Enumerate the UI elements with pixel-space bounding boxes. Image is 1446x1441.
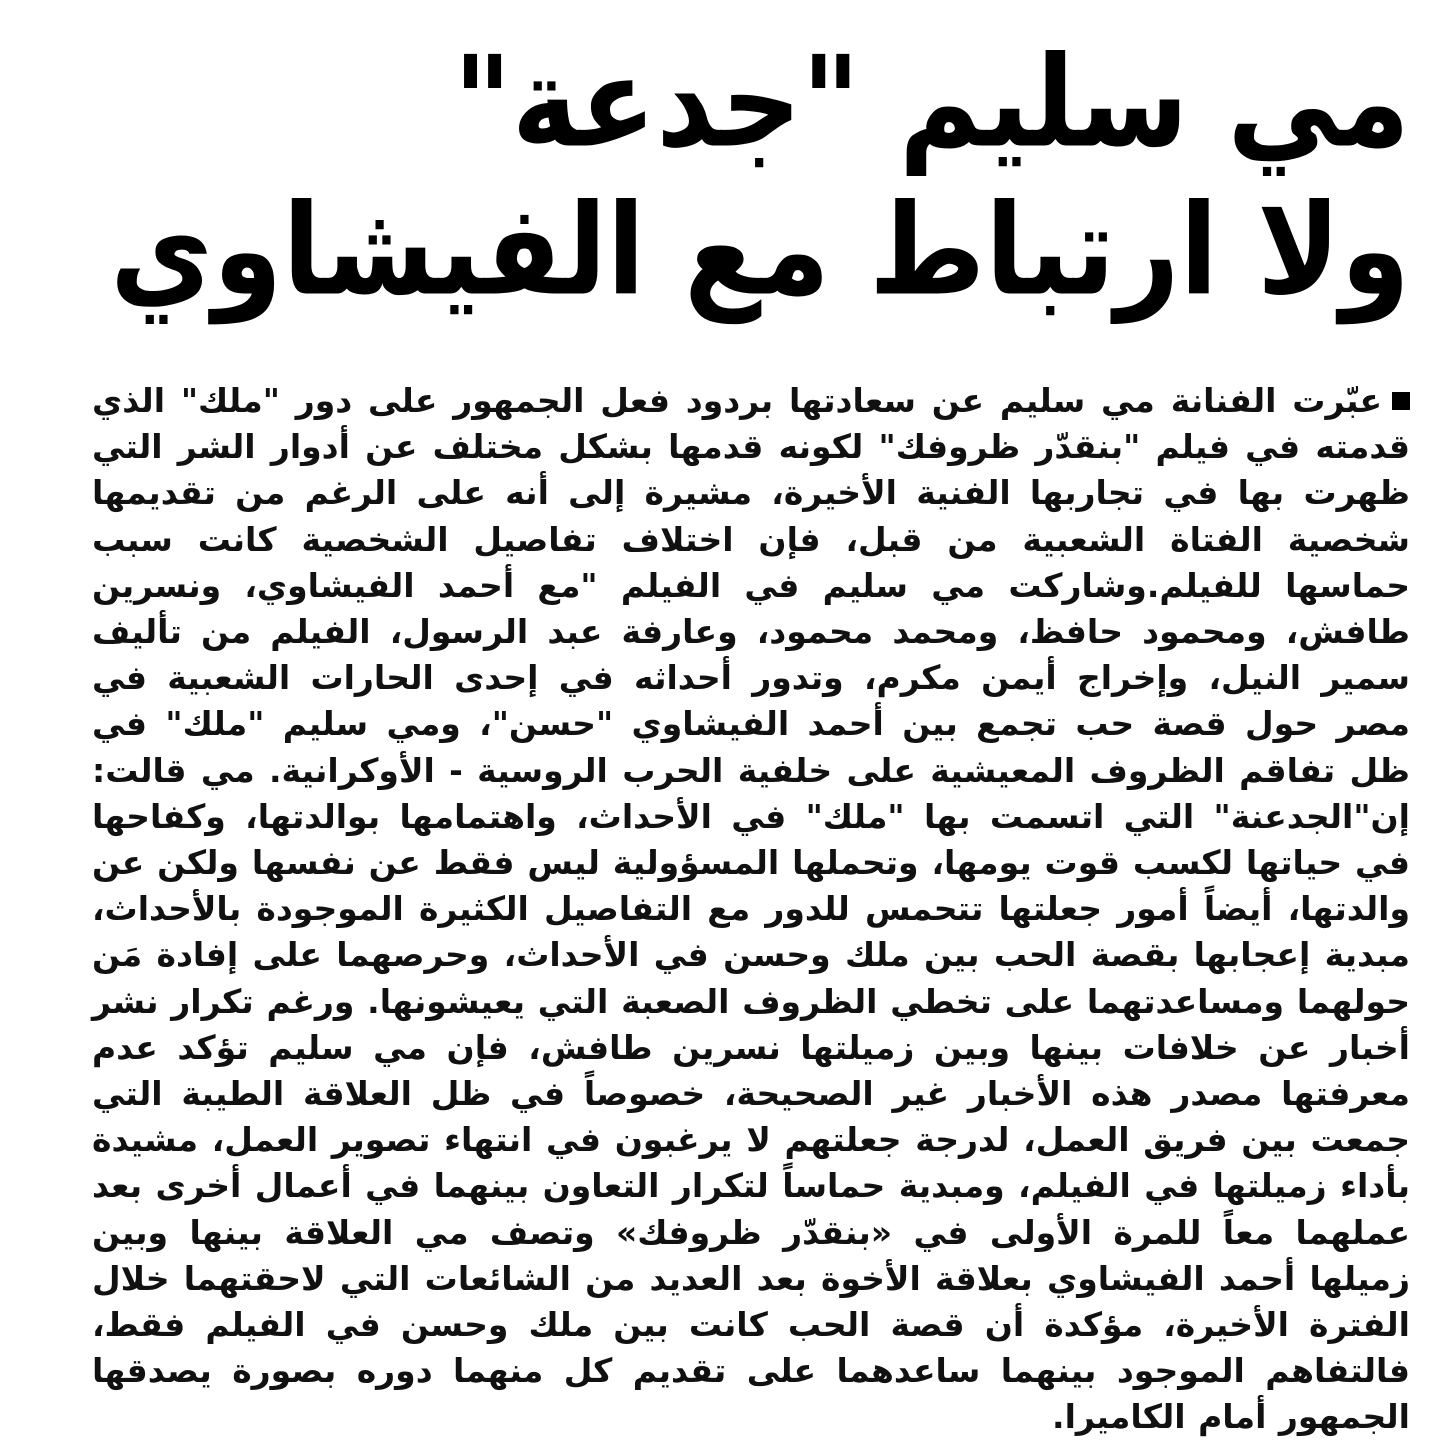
article-headline <box>92 20 1410 324</box>
headline-line-1: مي سليم "جدعة" <box>453 30 1410 176</box>
article-body-text: عبّرت الفنانة مي سليم عن سعادتها بردود فعل الجمهور على دور "ملك" الذي قدمته في فيلم "بنقدّر ظروفك" لكونه قدمها بشكل مختلف عن أدوار الشر التي ظهرت بها في تجاربها الفنية الأخيرة، مشيرة إلى أنه على الرغم من تقديمها شخصية الفتاة الشعبية من قبل، فإن اختلاف تفاصيل الشخصية كانت سبب حماسها للفيلم.وشاركت مي سليم في الفيلم "مع أحمد الفيشاوي، ونسرين طافش، ومحمود حافظ، ومحمد محمود، وعارفة عبد الرسول، الفيلم من تأليف سمير النيل، وإخراج أيمن مكرم، وتدور أحداثه في إحدى الحارات الشعبية في مصر حول قصة حب تجمع بين أحمد الفيشاوي "حسن"، ومي سليم "ملك" في ظل تفاقم الظروف المعيشية على خلفية الحرب الروسية - الأوكرانية. مي قالت: إن"الجدعنة" التي اتسمت بها "ملك" في الأحداث، واهتمامها بوالدتها، وكفاحها في حياتها لكسب قوت يومها، وتحملها المسؤولية ليس فقط عن نفسها ولكن عن والدتها، أيضاً أمور جعلتها تتحمس للدور مع التفاصيل الكثيرة الموجودة بالأحداث، مبدية إعجابها بقصة الحب بين ملك وحسن في الأحداث، وحرصهما على إفادة مَن حولهما ومساعدتهما على تخطي الظروف الصعبة التي يعيشونها. ورغم تكرار نشر أخبار عن خلافات بينها وبين زميلتها نسرين طافش، فإن مي سليم تؤكد عدم معرفتها مصدر هذه الأخبار غير الصحيحة، خصوصاً في ظل العلاقة الطيبة التي جمعت بين فريق العمل، لدرجة جعلتهم لا يرغبون في انتهاء تصوير العمل، مشيدة بأداء زميلتها في الفيلم، ومبدية حماساً لتكرار التعاون بينهما في أعمال أخرى بعد عملهما معاً للمرة الأولى في «بنقدّر ظروفك» وتصف مي العلاقة بينها وبين زميلها أحمد الفيشاوي بعلاقة الأخوة بعد العديد من الشائعات التي لاحقتهما خلال الفترة الأخيرة، مؤكدة أن قصة الحب كانت بين ملك وحسن في الفيلم فقط، فالتفاهم الموجود بينهما ساعدهما على تقديم كل منهما دوره بصورة يصدقها الجمهور أمام الكاميرا. <box>92 381 1410 1437</box>
lead-square-icon <box>1392 392 1410 410</box>
headline-line-2: ولا ارتباط مع الفيشاوي <box>110 178 1410 324</box>
article-body <box>92 378 1410 1441</box>
